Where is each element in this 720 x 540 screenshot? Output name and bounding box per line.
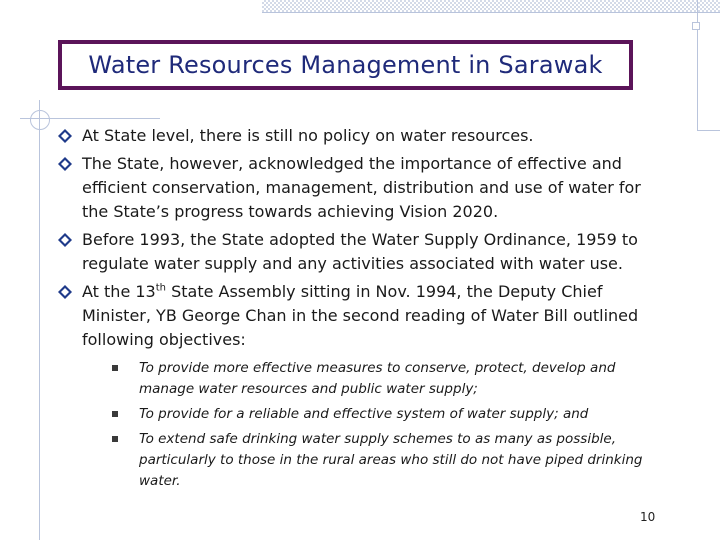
bullet-item	[58, 228, 658, 276]
decorative-line	[262, 12, 720, 13]
ordinal-suffix: th	[155, 282, 166, 294]
bullet-item	[58, 124, 658, 148]
objective-item	[82, 429, 658, 492]
objective-text: To provide more effective measures to conserve, protect, develop and manage water resources and public water supply;	[139, 360, 616, 397]
bullet-item	[58, 152, 658, 224]
page-number: 10	[640, 510, 656, 524]
objectives-list	[82, 358, 658, 492]
title-frame	[58, 40, 633, 90]
decorative-square	[692, 22, 700, 30]
decorative-line	[697, 0, 698, 130]
decorative-circle	[30, 110, 50, 130]
slide-title: Water Resources Management in Sarawak	[88, 51, 603, 79]
objective-text: To provide for a reliable and effective system of water supply; and	[139, 406, 589, 422]
decorative-checker-band	[262, 0, 720, 12]
bullet-text: At State level, there is still no policy on water resources.	[82, 126, 534, 145]
square-bullet-icon	[112, 411, 118, 417]
square-bullet-icon	[112, 436, 118, 442]
bullet-text-start: At the 13	[82, 282, 156, 301]
diamond-bullet-icon	[58, 129, 72, 143]
objective-item	[82, 358, 658, 400]
diamond-bullet-icon	[58, 157, 72, 171]
bullet-text-end: State Assembly sitting in Nov. 1994, the Deputy Chief Minister, YB George Chan in the second reading of Water Bill outlined following objectives:	[82, 282, 639, 349]
diamond-bullet-icon	[58, 285, 72, 299]
diamond-bullet-icon	[58, 233, 72, 247]
objective-item	[82, 404, 658, 425]
decorative-line	[39, 100, 40, 540]
bullet-text: The State, however, acknowledged the importance of effective and efficient conservation, management, distribution and use of water for the State’s progress towards achieving Vision 2020.	[82, 154, 641, 221]
objective-text: To extend safe drinking water supply schemes to as many as possible, particularly to those in the rural areas who still do not have piped drinking water.	[139, 431, 643, 489]
slide-content	[58, 124, 658, 496]
decorative-line	[697, 130, 720, 131]
bullet-text: Before 1993, the State adopted the Water Supply Ordinance, 1959 to regulate water supply and any activities associated with water use.	[82, 230, 638, 273]
bullet-item	[58, 280, 658, 492]
square-bullet-icon	[112, 365, 118, 371]
